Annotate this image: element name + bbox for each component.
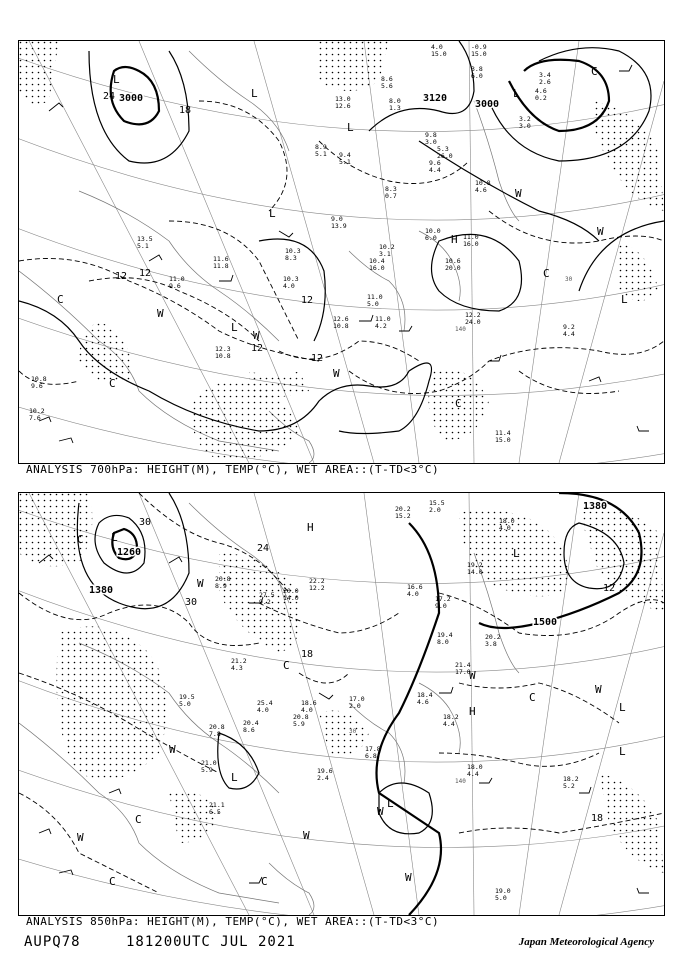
station-plot: 9.8 3.0 <box>425 131 437 146</box>
station-plot: 13.0 12.6 <box>335 95 351 110</box>
agency-credit: Japan Meteorological Agency <box>518 936 654 948</box>
low-symbol: L <box>269 207 276 220</box>
station-plot: 11.0 4.2 <box>375 315 391 330</box>
station-plot: 16.6 4.0 <box>407 583 423 598</box>
warm-symbol: W <box>197 577 204 590</box>
temp-label: 12 <box>603 583 616 594</box>
station-plot: 10.3 4.0 <box>283 275 299 290</box>
station-plot: 19.5 5.0 <box>179 693 195 708</box>
map-700hpa <box>19 41 664 463</box>
map-850hpa <box>19 493 664 915</box>
temp-label: 12 <box>301 295 314 306</box>
high-symbol: H <box>469 705 476 718</box>
station-plot: 19.0 5.0 <box>495 887 511 902</box>
station-plot: 20.8 5.9 <box>293 713 309 728</box>
warm-symbol: W <box>169 743 176 756</box>
low-symbol: L <box>387 797 394 810</box>
warm-symbol: W <box>377 805 384 818</box>
low-symbol: L <box>513 87 520 100</box>
station-plot: 10.6 20.0 <box>445 257 461 272</box>
temp-label: 30 <box>185 597 198 608</box>
caption-850hpa: ANALYSIS 850hPa: HEIGHT(M), TEMP(°C), WET AREA::(T-TD<3°C) <box>26 915 440 928</box>
station-plot: 13.5 5.1 <box>137 235 153 250</box>
lat-label: 140 <box>455 778 466 785</box>
station-plot: 21.1 6.5 <box>209 801 225 816</box>
cold-symbol: C <box>135 813 142 826</box>
low-symbol: L <box>619 701 626 714</box>
product-id: AUPQ78 <box>24 934 81 950</box>
temp-label: 30 <box>139 517 152 528</box>
station-plot: 17.0 2.0 <box>349 695 365 710</box>
station-plot: 18.6 4.0 <box>301 699 317 714</box>
warm-symbol: W <box>77 831 84 844</box>
station-plot: 9.2 4.4 <box>563 323 575 338</box>
station-plot: 20.0 14.0 <box>283 587 299 602</box>
height-label: 3000 <box>475 99 500 110</box>
station-plot: 9.6 4.4 <box>429 159 441 174</box>
cold-symbol: C <box>591 65 598 78</box>
station-plot: 22.2 12.2 <box>309 577 325 592</box>
station-plot: 3.4 2.6 <box>539 71 551 86</box>
station-plot: 10.2 7.6 <box>29 407 45 422</box>
warm-symbol: W <box>595 683 602 696</box>
station-plot: 8.3 0.7 <box>385 185 397 200</box>
low-symbol: L <box>251 87 258 100</box>
warm-symbol: W <box>469 669 476 682</box>
cold-symbol: C <box>57 293 64 306</box>
temp-label: 18 <box>301 649 314 660</box>
temp-label: 12 <box>139 268 152 279</box>
station-plot: 10.4 16.0 <box>369 257 385 272</box>
station-plot: 21.4 17.0 <box>455 661 471 676</box>
cold-symbol: C <box>77 533 84 546</box>
station-plot: 25.4 4.0 <box>257 699 273 714</box>
low-symbol: L <box>347 121 354 134</box>
station-plot: 20.4 8.6 <box>243 719 259 734</box>
warm-symbol: W <box>515 187 522 200</box>
station-plot: 9.0 13.9 <box>331 215 347 230</box>
wet-areas-850 <box>19 493 664 873</box>
station-plot: 20.2 3.8 <box>485 633 501 648</box>
station-plot: 12.3 10.8 <box>215 345 231 360</box>
station-plot: 9.4 5.1 <box>339 151 351 166</box>
cold-symbol: C <box>283 659 290 672</box>
warm-symbol: W <box>253 329 260 342</box>
station-plot: 17.2 9.0 <box>435 595 451 610</box>
station-plot: 4.0 15.0 <box>431 43 447 58</box>
station-plot: 12.2 24.0 <box>465 311 481 326</box>
height-labels-700 <box>119 93 499 110</box>
height-label: 1260 <box>117 547 142 558</box>
station-plot: 11.0 5.0 <box>367 293 383 308</box>
station-plot: -0.9 15.0 <box>471 43 487 58</box>
station-plot: 18.2 5.2 <box>563 775 579 790</box>
low-symbol: L <box>513 547 520 560</box>
low-symbol: L <box>113 73 120 86</box>
warm-symbol: W <box>405 871 412 884</box>
low-symbol: L <box>111 531 118 544</box>
height-label: 1380 <box>583 501 608 512</box>
caption-700hpa: ANALYSIS 700hPa: HEIGHT(M), TEMP(°C), WET AREA::(T-TD<3°C) <box>26 463 440 476</box>
station-plot: 11.0 9.6 <box>169 275 185 290</box>
valid-time: 181200UTC JUL 2021 <box>126 934 296 950</box>
temp-label: 12 <box>115 271 128 282</box>
station-plot: 27.5 9.2 <box>259 591 275 606</box>
station-plot: 18.4 4.6 <box>417 691 433 706</box>
lat-label: 30 <box>349 728 357 735</box>
low-symbol: L <box>231 321 238 334</box>
station-plot: 8.6 5.6 <box>381 75 393 90</box>
temp-label: 18 <box>591 813 604 824</box>
station-plot: 5.3 26.0 <box>437 145 453 160</box>
station-plot: 21.0 5.9 <box>201 759 217 774</box>
lat-label: 30 <box>565 276 573 283</box>
cold-symbol: C <box>455 397 462 410</box>
high-symbol: H <box>307 521 314 534</box>
station-plot: 19.4 8.0 <box>437 631 453 646</box>
station-plot: 18.2 4.4 <box>443 713 459 728</box>
temp-label: 18 <box>179 105 192 116</box>
station-plot: 3.8 6.0 <box>471 65 483 80</box>
station-plot: 8.0 1.3 <box>389 97 401 112</box>
cold-symbol: C <box>529 691 536 704</box>
cold-symbol: C <box>543 267 550 280</box>
station-plot: 10.0 6.0 <box>425 227 441 242</box>
chart-850hpa <box>18 492 665 916</box>
low-symbol: L <box>621 293 628 306</box>
station-plot: 18.0 4.4 <box>467 763 483 778</box>
station-plot: 11.4 15.0 <box>495 429 511 444</box>
station-plot: 10.3 8.3 <box>285 247 301 262</box>
warm-symbol: W <box>333 367 340 380</box>
station-plot: 3.2 3.0 <box>519 115 531 130</box>
cold-symbol: C <box>261 875 268 888</box>
station-plot: 19.6 2.4 <box>317 767 333 782</box>
low-symbol: L <box>231 771 238 784</box>
station-plot: 20.2 15.2 <box>395 505 411 520</box>
cold-symbol: C <box>109 377 116 390</box>
warm-symbol: W <box>303 829 310 842</box>
station-plot: 8.9 5.1 <box>315 143 327 158</box>
station-plot: 20.8 7.8 <box>209 723 225 738</box>
height-label: 3120 <box>423 93 448 104</box>
station-plot: 10.2 3.1 <box>379 243 395 258</box>
chart-700hpa <box>18 40 665 464</box>
high-symbol: H <box>451 233 458 246</box>
station-plot: 17.8 6.8 <box>365 745 381 760</box>
station-plot: 18.0 4.0 <box>499 517 515 532</box>
station-plot: 21.2 4.3 <box>231 657 247 672</box>
temp-label: 24 <box>103 91 116 102</box>
station-plot: 15.5 2.0 <box>429 499 445 514</box>
temp-label: 24 <box>257 543 270 554</box>
station-plot: 10.8 4.6 <box>475 179 491 194</box>
station-plot: 19.2 14.0 <box>467 561 483 576</box>
low-symbol: L <box>619 745 626 758</box>
station-plot: 11.0 16.0 <box>463 233 479 248</box>
lat-label: 140 <box>455 326 466 333</box>
height-label: 3000 <box>119 93 144 104</box>
warm-symbol: W <box>597 225 604 238</box>
temp-label: 12 <box>251 343 264 354</box>
height-label: 1500 <box>533 617 558 628</box>
warm-symbol: W <box>157 307 164 320</box>
temp-label: 12 <box>311 353 324 364</box>
station-plot: 11.6 11.8 <box>213 255 229 270</box>
height-label: 1380 <box>89 585 114 596</box>
station-plot: 20.8 8.9 <box>215 575 231 590</box>
station-plot: 10.8 9.6 <box>31 375 47 390</box>
station-plot: 4.6 0.2 <box>535 87 547 102</box>
cold-symbol: C <box>109 875 116 888</box>
station-plot: 12.6 10.8 <box>333 315 349 330</box>
